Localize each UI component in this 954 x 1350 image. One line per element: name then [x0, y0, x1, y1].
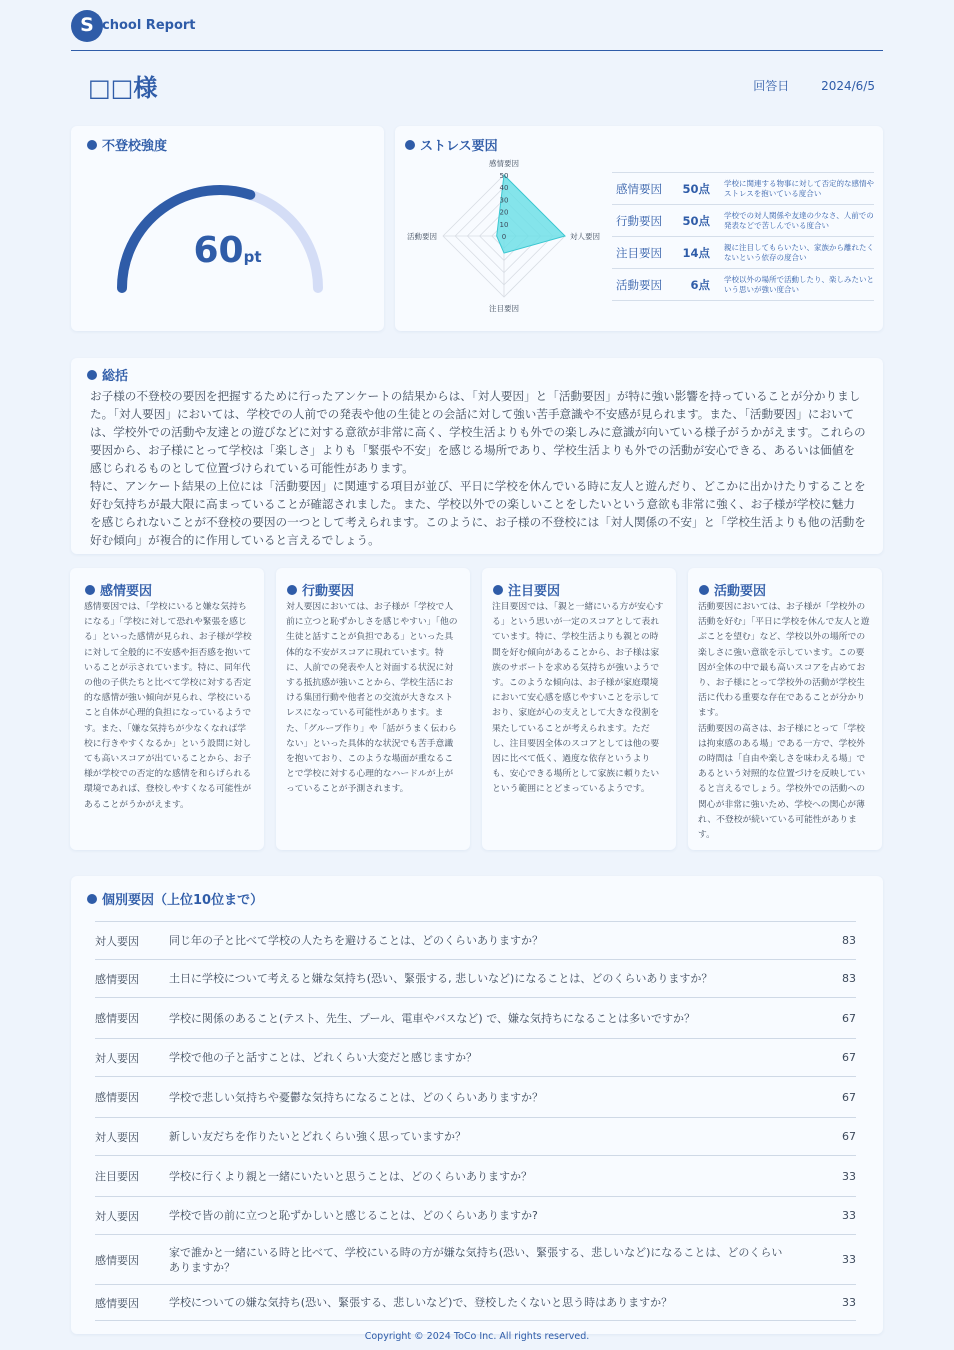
- question-text: 学校に行くより親と一緒にいたいと思うことは、どのくらいありますか？: [169, 1169, 532, 1183]
- stress-row-name: 行動要因: [612, 205, 682, 237]
- question-category: 感情要因: [95, 1296, 139, 1310]
- logo-text: chool Report: [102, 18, 196, 33]
- question-text: 学校で悲しい気持ちや憂鬱な気持ちになることは、どのくらいありますか？: [169, 1090, 543, 1104]
- factor-title: 活動要因: [699, 580, 766, 599]
- question-category: 対人要因: [95, 1209, 139, 1223]
- question-category: 対人要因: [95, 1051, 139, 1065]
- question-score: 67: [842, 1051, 856, 1064]
- question-row: [95, 1155, 856, 1196]
- factor-text: 感情要因では、「学校にいると嫌な気持ちになる」「学校に対して恐れや緊張を感じる」といった感情が見られ、お子様が学校に対して全般的に不安感や拒否感を抱いていることが示されています。特に、同年代の他の子供たちと比べて学校に対する否定的な感情が強い傾向が見られ、学校にいること自体が心理的負担になっているようです。また、「嫌な気持ちが少なくなれば学校に行きやすくなるか」という設問に対しても高いスコアが出ていることから、お子様が学校での否定的な感情を和らげられる環境であれば、登校しやすくなる可能性があることがうかがえます。: [84, 602, 252, 810]
- stress-row-name: 感情要因: [612, 173, 682, 205]
- stress-row-desc: 学校での対人関係や友達の少なさ、人前での発表などで苦しんでいる度合い: [724, 205, 874, 237]
- question-row: [95, 1076, 856, 1117]
- question-category: 感情要因: [95, 972, 139, 986]
- question-text: 学校についての嫌な気持ち(恐い、緊張する、悲しいなど)で、登校したくないと思う時はありますか？: [169, 1296, 673, 1309]
- stress-row: [612, 237, 874, 269]
- answer-date-value: 2024/6/5: [821, 79, 875, 93]
- summary-text: お子様の不登校の要因を把握するために行ったアンケートの結果からは、「対人要因」と「活動要因」が特に強い影響を持っていることが分かりました。「対人要因」においては、学校での人前での発表や他の生徒との会話に対して強い苦手意識や不安感が見られます。また、「活動要因」においては、学校外での活動や友達との遊びなどに対する意欲が非常に高く、学校生活よりも外での楽しみに意識が向いている様子がうかがえます。これらの要因から、お子様にとって学校は「楽しさ」よりも「緊張や不安」を感じる場所であり、学校生活よりも外での活動が安心できる、あるいは価値を感じられるものとして位置づけられている可能性があります。 特に、アンケート結果の上位には「活動要因」に関連する項目が並び、平日に学校を休んでいる時に友人と遊んだり、どこかに出かけたりすることを好む気持ちが最大限に高まっていることが確認されました。また、学校以外での楽しいことをしたいという意欲も非常に強く、お子様が学校に魅力を感じられないことが不登校の要因の一つとして考えられます。このように、お子様の不登校には「対人関係の不安」と「学校生活よりも他の活動を好む傾向」が複合的に作用していると言えるでしょう。: [90, 389, 866, 547]
- radar-tick-label: 20: [499, 208, 509, 217]
- footer-copyright: Copyright © 2024 ToCo Inc. All rights reserved.: [364, 1331, 590, 1342]
- question-row: [95, 959, 856, 997]
- questions-list: [95, 921, 856, 1321]
- stress-row-desc: 学校に関連する物事に対して否定的な感情やストレスを抱いている度合い: [724, 173, 874, 205]
- radar-tick-label: 30: [499, 196, 509, 205]
- question-score: 67: [842, 1090, 856, 1104]
- question-category: 注目要因: [95, 1170, 139, 1183]
- stress-row: [612, 205, 874, 237]
- question-score: 33: [842, 1296, 856, 1309]
- factor-card-emotion: [70, 568, 264, 850]
- radar-axis-label: 活動要因: [407, 232, 437, 241]
- stress-card: [395, 126, 883, 331]
- radar-tick-label: 50: [499, 172, 509, 180]
- radar-axis-label: 感情要因: [489, 159, 519, 168]
- question-row: [95, 1038, 856, 1076]
- absence-card: [71, 126, 384, 331]
- question-row: [95, 1284, 856, 1321]
- question-score: 83: [842, 972, 856, 985]
- answer-date: [753, 77, 875, 94]
- stress-row-name: 活動要因: [612, 269, 682, 301]
- question-score: 33: [842, 1253, 856, 1266]
- radar-tick-label: 10: [499, 220, 509, 229]
- question-text: 学校で皆の前に立つと恥ずかしいと感じることは、どのくらいありますか?: [169, 1209, 538, 1222]
- stress-row-desc: 学校以外の場所で活動したり、楽しみたいという思いが強い度合い: [724, 269, 874, 301]
- question-row: [95, 1117, 856, 1155]
- factor-text: 注目要因では、「親と一緒にいる方が安心する」という思いが一定のスコアとして表れています。特に、学校生活よりも親との時間を好む傾向があることから、お子様は家族のサポートを求める気持ちが強いようです。このような傾向は、お子様が家庭環境において安心感を感じやすいことを示しており、家庭が心の支えとして大きな役割を果たしていることが考えられます。ただし、注目要因全体のスコアとしては他の要因に比べて低く、過度な依存というよりも、安心できる場所として家族に頼りたいという範囲にとどまっているようです。: [492, 602, 664, 795]
- questions-title: 個別要因（上位10位まで）: [87, 889, 263, 908]
- question-category: 感情要因: [95, 1253, 139, 1267]
- stress-row: [612, 173, 874, 205]
- question-row: [95, 921, 856, 959]
- question-score: 67: [842, 1011, 856, 1025]
- factor-card-behavior: [276, 568, 470, 850]
- question-category: 感情要因: [95, 1091, 139, 1104]
- stress-table: [612, 172, 874, 301]
- factor-text: 対人要因においては、お子様が「学校で人前に立つと恥ずかしさを感じやすい」「他の生徒と話すことが負担である」といった具体的な不安がスコアに現れています。特に、人前での発表や人と対面する状況に対する抵抗感が強いことから、学校生活における集団行動や他者との交流が大きなストレスになっている可能性があります。また、「グループ作り」や「話がうまく伝わらない」といった具体的な状況でも苦手意識を抱いており、このような場面が重なることで学校に対する心理的なハードルが上がっていることが予測されます。: [286, 602, 458, 795]
- factor-text: 活動要因においては、お子様が「学校外の活動を好む」「平日に学校を休んで友人と遊ぶことを望む」など、学校以外の場所での楽しさに強い意欲を示しています。この要因が全体の中で最も高いスコアを占めており、お子様にとって学校外の活動が学校生活に代わる重要な存在であることが分かります。 活動要因の高さは、お子様にとって「学校は拘束感のある場」である一方で、学校外の時間は「自由や楽しさを味わえる場」であるという対照的な位置づけを反映していると言えるでしょう。学校外での活動への関心が非常に強いため、学校への関心が薄れ、不登校が続いている可能性があります。: [698, 602, 870, 841]
- question-row: [95, 997, 856, 1038]
- stress-title: ストレス要因: [405, 135, 498, 154]
- page-title: □□様: [88, 74, 158, 102]
- factor-card-activity: [688, 568, 882, 850]
- factor-title: 行動要因: [287, 580, 354, 599]
- stress-row-score: 50点: [682, 173, 724, 205]
- absence-value-number: 60: [193, 230, 244, 271]
- question-text: 同じ年の子と比べて学校の人たちを避けることは、どのくらいありますか？: [169, 934, 543, 947]
- radar-tick-label: 0: [501, 233, 507, 241]
- page-header: [71, 10, 883, 51]
- stress-row-score: 50点: [682, 205, 724, 237]
- question-category: 感情要因: [95, 1012, 139, 1025]
- factor-title: 感情要因: [85, 580, 152, 599]
- question-score: 83: [842, 934, 856, 947]
- absence-value: [71, 230, 384, 271]
- question-text: 新しい友だちを作りたいとどれくらい強く思っていますか？: [169, 1130, 466, 1143]
- question-score: 67: [842, 1130, 856, 1143]
- stress-row-score: 6点: [682, 269, 724, 301]
- question-text: 学校に関係のあること(テスト、先生、プール、電車やバスなど) で、嫌な気持ちになることは多いですか？: [169, 1011, 695, 1025]
- stress-row-score: 14点: [682, 237, 724, 269]
- logo-icon: S: [71, 10, 103, 42]
- stress-row: [612, 269, 874, 301]
- question-category: 対人要因: [95, 1130, 139, 1144]
- stress-radar-chart: [395, 126, 615, 331]
- absence-title: 不登校強度: [87, 135, 167, 154]
- questions-card: [71, 876, 883, 1334]
- factor-title: 注目要因: [493, 580, 560, 599]
- question-row: [95, 1234, 856, 1284]
- answer-date-label: 回答日: [753, 79, 790, 93]
- factor-card-attention: [482, 568, 676, 850]
- question-text: 土日に学校について考えると嫌な気持ち(恐い、緊張する, 悲しいなど)になることは、どのくらいありますか？: [169, 972, 713, 985]
- question-score: 33: [842, 1169, 856, 1183]
- absence-value-unit: pt: [243, 248, 262, 266]
- summary-title: 総括: [87, 365, 128, 384]
- question-score: 33: [842, 1209, 856, 1222]
- stress-row-name: 注目要因: [612, 237, 682, 269]
- question-text: 学校で他の子と話すことは、どれくらい大変だと感じますか？: [169, 1051, 477, 1064]
- stress-row-desc: 親に注目してもらいたい、家族から離れたくないという依存の度合い: [724, 237, 874, 269]
- question-category: 対人要因: [95, 934, 139, 948]
- radar-axis-label: 対人要因: [570, 232, 600, 241]
- question-text: 家で誰かと一緒にいる時と比べて、学校にいる時の方が嫌な気持ち(恐い、緊張する、悲しいなど)になることは、どのくらいありますか？: [169, 1245, 783, 1274]
- summary-card: [71, 358, 883, 554]
- radar-tick-label: 40: [499, 184, 509, 193]
- radar-axis-label: 注目要因: [489, 304, 519, 313]
- question-row: [95, 1196, 856, 1234]
- absence-gauge: [71, 126, 384, 331]
